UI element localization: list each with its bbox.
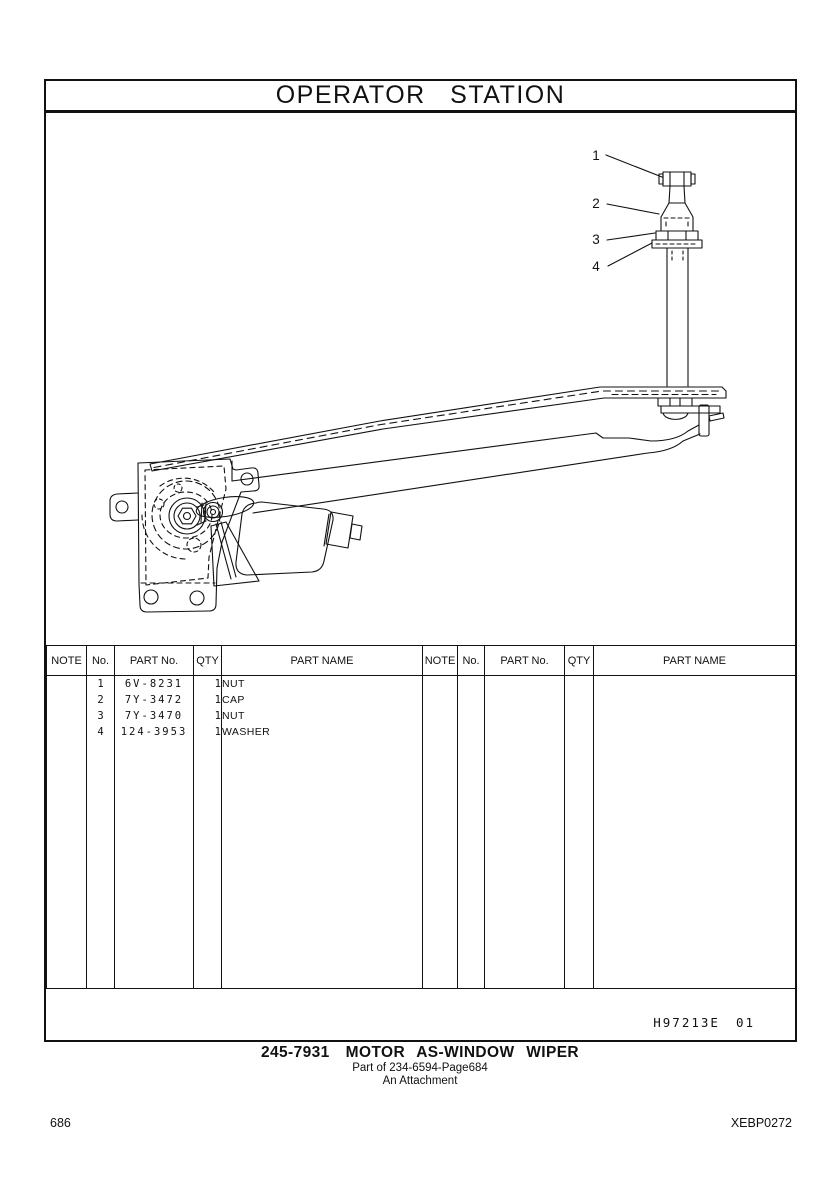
cell-no: 1 xyxy=(87,676,115,692)
col-header-part-no: PART No. xyxy=(115,646,194,676)
figure-code: H97213E xyxy=(653,1015,720,1030)
leader-lines xyxy=(606,155,662,266)
col-header-no: No. xyxy=(87,646,115,676)
washer-part4 xyxy=(652,240,702,248)
callout-1: 1 xyxy=(592,148,600,163)
content-box xyxy=(44,111,797,1042)
cell-note xyxy=(47,708,87,724)
cell-qty: 1 xyxy=(194,708,222,724)
arm-channel xyxy=(150,387,726,481)
table-row xyxy=(47,676,796,692)
pivot-stack xyxy=(658,398,724,436)
cell-part-no: 7Y-3472 xyxy=(115,692,194,708)
cell-note xyxy=(47,692,87,708)
mounting-bracket xyxy=(110,459,259,612)
col-header-part-no-2: PART No. xyxy=(485,646,565,676)
linkage-rod xyxy=(232,425,700,513)
col-header-no-2: No. xyxy=(458,646,485,676)
bracket-hole-bottom-left xyxy=(144,590,158,604)
cell-part-name: CAP xyxy=(222,692,423,708)
caption-block xyxy=(0,1044,840,1088)
cell-part-no: 7Y-3470 xyxy=(115,708,194,724)
bracket-hole-left xyxy=(116,501,128,513)
table-header-row xyxy=(47,646,796,676)
nut-part3 xyxy=(656,231,698,240)
cell-no: 3 xyxy=(87,708,115,724)
col-header-note: NOTE xyxy=(47,646,87,676)
part-title: MOTOR AS-WINDOW WIPER xyxy=(345,1044,580,1061)
cell-note xyxy=(47,724,87,740)
parts-table xyxy=(46,645,796,988)
table-empty-space xyxy=(47,740,796,989)
col-header-qty: QTY xyxy=(194,646,222,676)
gear-housing-detail xyxy=(142,478,220,559)
cell-part-no: 6V-8231 xyxy=(115,676,194,692)
bracket-hole-bottom-right xyxy=(190,591,204,605)
col-header-part-name: PART NAME xyxy=(222,646,423,676)
shaft-nut-part1 xyxy=(659,172,695,186)
diagram-area xyxy=(46,113,795,645)
cell-no: 2 xyxy=(87,692,115,708)
table-row xyxy=(47,692,796,708)
cap-part2 xyxy=(661,203,693,231)
col-header-note-2: NOTE xyxy=(423,646,458,676)
wiper-shaft xyxy=(667,248,688,386)
cell-part-no: 124-3953 xyxy=(115,724,194,740)
parts-table-area xyxy=(46,645,795,988)
cell-qty: 1 xyxy=(194,676,222,692)
attachment-note: An Attachment xyxy=(382,1075,458,1088)
crank-arm xyxy=(195,493,255,525)
motor-end-cap xyxy=(326,512,353,548)
part-number: 245-7931 xyxy=(260,1044,330,1061)
cell-qty: 1 xyxy=(194,724,222,740)
col-header-qty-2: QTY xyxy=(565,646,594,676)
cell-part-name: WASHER xyxy=(222,724,423,740)
cell-part-name: NUT xyxy=(222,708,423,724)
cell-part-name: NUT xyxy=(222,676,423,692)
wiper-assembly-diagram xyxy=(46,113,795,645)
callout-4: 4 xyxy=(592,259,600,274)
doc-code: XEBP0272 xyxy=(730,1116,792,1130)
table-row xyxy=(47,708,796,724)
col-header-part-name-2: PART NAME xyxy=(594,646,796,676)
callout-3: 3 xyxy=(592,232,600,247)
figure-code-strip xyxy=(46,988,795,1040)
part-title-line xyxy=(0,1044,840,1062)
cell-qty: 1 xyxy=(194,692,222,708)
pin-tab xyxy=(709,413,724,421)
shaft-neck xyxy=(669,186,685,203)
title-box xyxy=(44,79,797,112)
motor-nub xyxy=(350,524,362,540)
cell-note xyxy=(47,676,87,692)
crank-pivot xyxy=(169,498,205,534)
table-row xyxy=(47,724,796,740)
part-subtitle: Part of 234-6594-Page684 xyxy=(352,1061,488,1074)
cell-no: 4 xyxy=(87,724,115,740)
page-title: OPERATOR STATION xyxy=(275,81,566,109)
callout-2: 2 xyxy=(592,196,600,211)
figure-revision: 01 xyxy=(735,1015,755,1030)
crank-pin xyxy=(699,405,709,436)
page-number: 686 xyxy=(50,1116,71,1130)
